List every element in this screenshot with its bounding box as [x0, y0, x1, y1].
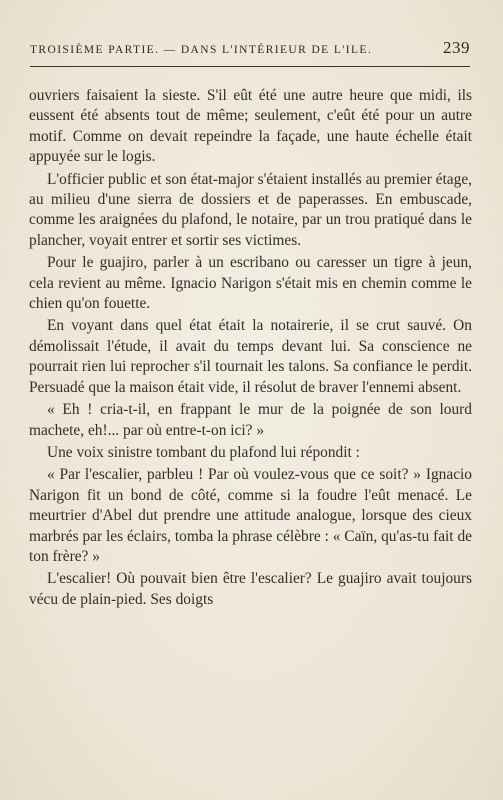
running-head: TROISIÈME PARTIE. — DANS L'INTÉRIEUR DE L'ILE. [30, 44, 373, 56]
paragraph: Pour le guajiro, parler à un escribano ou caresser un tigre à jeun, cela revient au même. Ignacio Narigon s'était mis en chemin comme le chien qu'on fouette. [29, 254, 472, 313]
paragraph: L'officier public et son état-major s'étaient installés au premier étage, au milieu d'une sierra de dossiers et de paperasses. En embuscade, comme les araignées du plafond, le notaire, par un trou pratiqué dans le plancher, voyait entrer et sortir ses victimes. [29, 170, 472, 249]
page-header [30, 38, 470, 58]
page-number: 239 [443, 38, 470, 57]
paragraph: L'escalier! Où pouvait bien être l'escalier? Le guajiro avait toujours vécu de plain-pied. Ses doigts [29, 570, 472, 608]
body-text [29, 86, 472, 612]
paragraph: Une voix sinistre tombant du plafond lui répondit : [47, 443, 360, 461]
header-rule [30, 66, 470, 67]
paragraph: ouvriers faisaient la sieste. S'il eût été une autre heure que midi, ils eussent été absents tout de même; seulement, c'eût été pour un autre motif. Comme on devait repeindre la façade, une haute échelle était appuyée sur le logis. [29, 87, 472, 166]
paragraph: En voyant dans quel état était la notairerie, il se crut sauvé. On démolissait l'étude, il avait du temps devant lui. Sa conscience ne pourrait rien lui reprocher s'il tournait les talons. Sa confiance le perdit. Persuadé que la maison était vide, il résolut de braver l'ennemi absent. [29, 317, 472, 396]
paragraph: « Par l'escalier, parbleu ! Par où voulez-vous que ce soit? » Ignacio Narigon fit un bond de côté, comme si la foudre l'eût menacé. Le meurtrier d'Abel dut prendre une attitude analogue, lorsque des cieux marbrés par les éclairs, tomba la phrase célèbre : « Caïn, qu'as-tu fait de ton frère? » [29, 466, 472, 565]
paragraph: « Eh ! cria-t-il, en frappant le mur de la poignée de son lourd machete, eh!... par où entre-t-on ici? » [29, 401, 472, 439]
